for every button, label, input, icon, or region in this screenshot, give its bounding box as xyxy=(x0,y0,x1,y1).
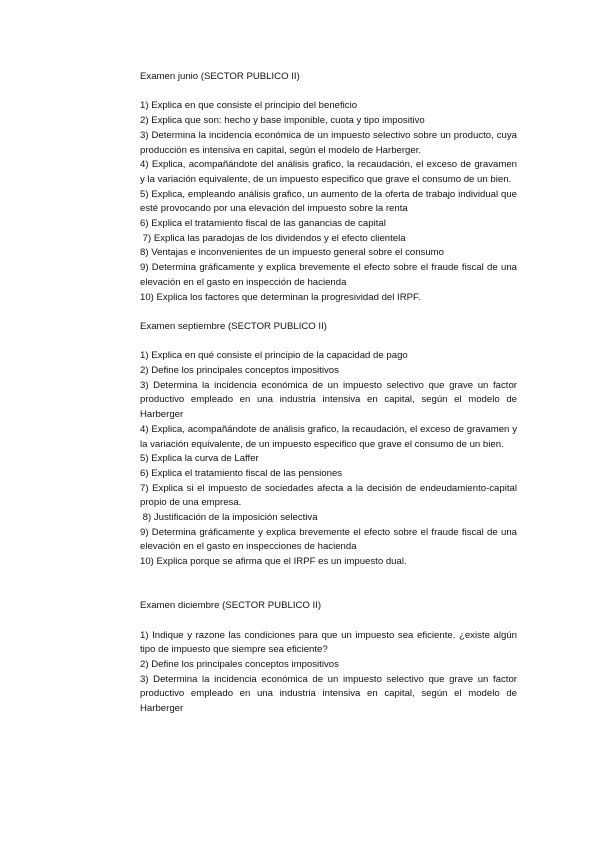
question-item: 4) Explica, acompañándote de análisis grafico, la recaudación, el exceso de gravamen y la variación equivalente, de un impuesto especifico que grave el consumo de un bien. xyxy=(140,423,517,450)
question-item: 2) Define los principales conceptos impositivos xyxy=(140,365,339,377)
question-item: 6) Explica el tratamiento fiscal de las ganancias de capital xyxy=(140,218,386,230)
question-item: 10) Explica los factores que determinan la progresividad del IRPF. xyxy=(140,291,421,303)
question-item: 2) Define los principales conceptos impositivos xyxy=(140,659,339,671)
question-item: 9) Determina gráficamente y explica brevemente el efecto sobre el fraude fiscal de una elevación en el gasto en inspecciones de hacienda xyxy=(140,526,517,553)
question-item: 10) Explica porque se afirma que el IRPF es un impuesto dual. xyxy=(140,556,407,568)
question-item: 5) Explica, empleando análisis grafico, un aumento de la oferta de trabajo individual que esté provocando por una elevación del impuesto sobre la renta xyxy=(140,188,517,215)
question-item: 8) Justificación de la imposición selectiva xyxy=(140,512,318,524)
question-item: 3) Determina la incidencia económica de un impuesto selectivo que grave un factor productivo empleado en una industria intensiva en capital, según el modelo de Harberger xyxy=(140,673,517,715)
question-item: 9) Determina gráficamente y explica brevemente el efecto sobre el fraude fiscal de una elevación en el gasto en inspección de hacienda xyxy=(140,262,517,288)
section-title-septiembre: Examen septiembre (SECTOR PUBLICO II) xyxy=(140,320,327,332)
section-title-junio: Examen junio (SECTOR PUBLICO II) xyxy=(140,71,300,82)
question-item: 8) Ventajas e inconvenientes de un impuesto general sobre el consumo xyxy=(140,247,444,259)
question-item: 7) Explica las paradojas de los dividendos y el efecto clientela xyxy=(140,232,406,244)
question-item: 3) Determina la incidencia económica de un impuesto selectivo sobre un producto, cuya producción es intensiva en capital, según el modelo de Harberger. xyxy=(140,129,517,156)
question-item: 7) Explica si el impuesto de sociedades afecta a la decisión de endeudamiento-capital propio de una empresa. xyxy=(140,482,517,509)
question-item: 4) Explica, acompañándote del análisis grafico, la recaudación, el exceso de gravamen y la variación equivalente, de un impuesto especifico que grave el consumo de un bien. xyxy=(140,159,517,185)
question-item: 1) Explica en que consiste el principio del beneficio xyxy=(140,100,358,112)
question-item: 3) Determina la incidencia económica de un impuesto selectivo que grave un factor productivo empleado en una industria intensiva en capital, según el modelo de Harberger xyxy=(140,379,517,421)
document-page xyxy=(140,70,517,717)
question-item: 1) Explica en qué consiste el principio de la capacidad de pago xyxy=(140,350,408,362)
question-item: 1) Indique y razone las condiciones para que un impuesto sea eficiente. ¿existe algún tipo de impuesto que siempre sea eficiente? xyxy=(140,629,517,656)
section-title-diciembre: Examen diciembre (SECTOR PUBLICO II) xyxy=(140,600,322,612)
question-item: 2) Explica que son: hecho y base imponible, cuota y tipo impositivo xyxy=(140,115,425,127)
question-item: 5) Explica la curva de Laffer xyxy=(140,453,259,465)
question-item: 6) Explica el tratamiento fiscal de las pensiones xyxy=(140,467,343,479)
